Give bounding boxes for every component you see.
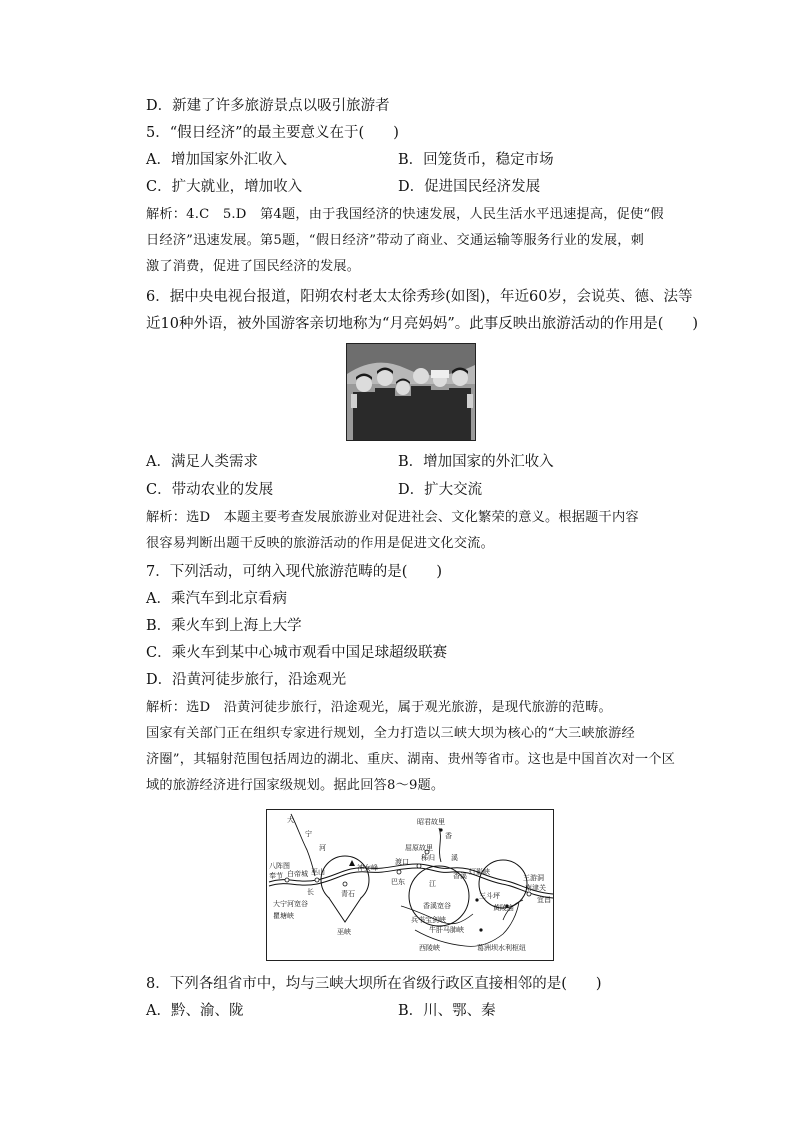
q8-option-b: B．川、鄂、秦 <box>398 1003 496 1019</box>
explanation-q4-5-line1: 解析：4.C 5.D 第4题，由于我国经济的快速发展，人民生活水平迅速提高，促使“假 <box>146 207 664 222</box>
map-label-sanyoudong: 三游洞 <box>523 874 544 882</box>
map-label-huanglingmiao: 黄陵庙 <box>493 904 514 912</box>
q5-option-b: B．回笼货币，稳定市场 <box>398 152 554 168</box>
map-label-zigui: 秭归 <box>421 854 435 862</box>
map-label-fengjie: 奉节 <box>269 872 283 880</box>
map-label-xiangxi: 香溪 <box>453 872 467 880</box>
q6-stem-line1: 6．据中央电视台报道，阳朔农村老太太徐秀珍(如图)，年近60岁，会说英、德、法等 <box>146 289 693 305</box>
passage-line2: 济圈”，其辐射范围包括周边的湖北、重庆、湖南、贵州等省市。这也是中国首次对一个区 <box>146 752 676 767</box>
map-label-he: 河 <box>319 844 326 852</box>
q7-option-a: A．乘汽车到北京看病 <box>146 591 287 607</box>
map-label-gezhouba: 葛洲坝水利枢纽 <box>477 944 526 952</box>
q7-option-d: D．沿黄河徒步旅行，沿途观光 <box>146 672 347 688</box>
map-label-xi: 溪 <box>451 854 458 862</box>
map-label-xiang: 香 <box>445 832 452 840</box>
q5-option-d: D．促进国民经济发展 <box>398 179 541 195</box>
q5-option-c: C．扩大就业，增加收入 <box>146 179 303 195</box>
q6-option-a: A．满足人类需求 <box>146 454 258 470</box>
map-label-qingshi: 青石 <box>341 890 355 898</box>
map-label-shennvfeng: 神女峰 <box>357 864 378 872</box>
map-label-zhaojun: 昭君故里 <box>417 818 445 826</box>
map-label-ning: 宁 <box>305 830 312 838</box>
map-label-wuxia: 巫峡 <box>337 928 351 936</box>
q6-option-c: C．带动农业的发展 <box>146 482 274 498</box>
map-label-quyuan: 屈原故里 <box>405 844 433 852</box>
map-label-bazhentu: 八阵图 <box>269 862 290 870</box>
q7-option-c: C．乘火车到某中心城市观看中国足球超级联赛 <box>146 645 448 661</box>
map-label-bingshu: 兵书宝剑峡 <box>411 916 446 924</box>
q7-option-b: B．乘火车到上海上大学 <box>146 618 302 634</box>
map-label-badong: 巴东 <box>391 878 405 886</box>
explanation-q4-5-line2: 日经济”迅速发展。第5题，“假日经济”带动了商业、交通运输等服务行业的发展，刺 <box>146 233 644 248</box>
map-label-wushan: 巫山 <box>311 868 325 876</box>
explanation-q7: 解析：选D 沿黄河徒步旅行，沿途观光，属于观光旅游，是现代旅游的范畴。 <box>146 700 612 715</box>
map-label-dengyingxia: 灯影峡 <box>469 868 490 876</box>
group-photo-illustration <box>347 344 476 441</box>
map-label-xilingxia: 西陵峡 <box>419 944 440 952</box>
passage-line3: 域的旅游经济进行国家级规划。据此回答8～9题。 <box>146 778 445 793</box>
map-label-qutangxia: 瞿塘峡 <box>273 912 294 920</box>
map-label-yichang: 宜昌 <box>537 896 551 904</box>
q6-option-d: D．扩大交流 <box>398 482 483 498</box>
map-label-xiangxi-kuangu: 香溪宽谷 <box>423 902 451 910</box>
explanation-q4-5-line3: 激了消费，促进了国民经济的发展。 <box>146 259 361 274</box>
q7-stem: 7．下列活动，可纳入现代旅游范畴的是( ) <box>146 564 443 580</box>
map-label-dukou: 渡口 <box>395 858 409 866</box>
explanation-q6-line2: 很容易判断出题干反映的旅游活动的作用是促进文化交流。 <box>146 536 495 551</box>
three-gorges-map <box>266 809 554 961</box>
map-label-zhang: 长 <box>307 888 314 896</box>
map-label-da: 大 <box>287 816 294 824</box>
q8-stem: 8．下列各组省市中，均与三峡大坝所在省级行政区直接相邻的是( ) <box>146 976 602 992</box>
three-gorges-map-drawing <box>267 810 555 962</box>
q5-option-a: A．增加国家外汇收入 <box>146 152 287 168</box>
q5-stem: 5．“假日经济”的最主要意义在于( ) <box>146 125 399 141</box>
map-label-jiang: 江 <box>429 880 436 888</box>
q6-option-b: B．增加国家的外汇收入 <box>398 454 554 470</box>
map-label-daning-kuangu: 大宁河宽谷 <box>273 900 308 908</box>
q6-stem-line2: 近10种外语，被外国游客亲切地称为“月亮妈妈”。此事反映出旅游活动的作用是( ) <box>146 316 699 332</box>
map-label-niugan: 牛肝马肺峡 <box>429 926 464 934</box>
map-label-baidicheng: 白帝城 <box>287 870 308 878</box>
q4-option-d: D．新建了许多旅游景点以吸引旅游者 <box>146 98 390 114</box>
map-label-nanjinguan: 南津关 <box>525 884 546 892</box>
explanation-q6-line1: 解析：选D 本题主要考查发展旅游业对促进社会、文化繁荣的意义。根据题干内容 <box>146 510 639 525</box>
map-label-sandouping: 三斗坪 <box>479 892 500 900</box>
group-photo <box>346 343 476 441</box>
q8-option-a: A．黔、渝、陇 <box>146 1003 244 1019</box>
passage-line1: 国家有关部门正在组织专家进行规划，全力打造以三峡大坝为核心的“大三峡旅游经 <box>146 726 635 741</box>
